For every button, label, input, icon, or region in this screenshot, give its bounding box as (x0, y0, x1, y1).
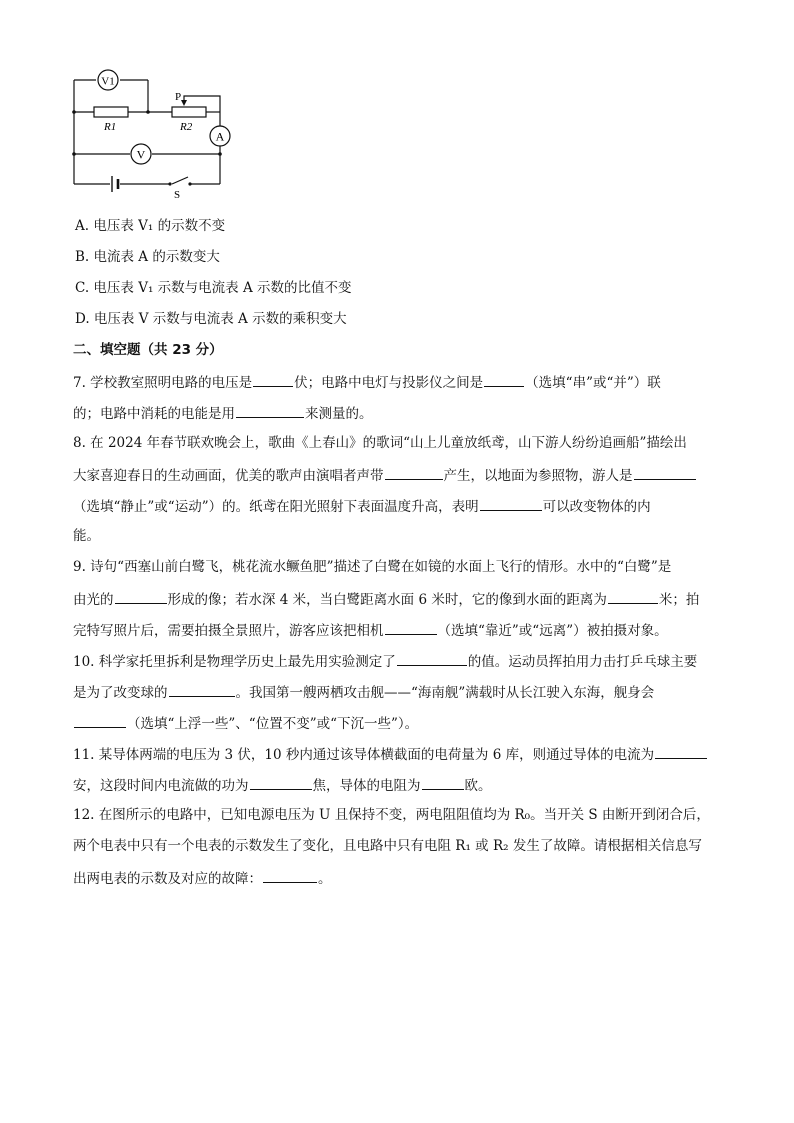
q12-line-3 (73, 868, 332, 888)
label-s: S (174, 189, 181, 201)
answer-blank[interactable] (250, 775, 312, 790)
q8-line-3 (73, 496, 651, 516)
resistor-r1 (94, 107, 128, 117)
q9-text-2c: 米；拍 (658, 592, 700, 608)
q10-line-1 (73, 651, 697, 671)
q11-text-2c: 欧。 (464, 778, 492, 794)
q7-text-1b: 伏；电路中电灯与投影仪之间是 (294, 375, 484, 391)
ammeter-a-label: A (215, 129, 225, 144)
q7-text-2a: 的；电路中消耗的电能是用 (73, 406, 235, 422)
q7-text-1a: 7. 学校教室照明电路的电压是 (73, 375, 253, 391)
answer-blank[interactable] (608, 589, 658, 604)
q9-line-1: 9. 诗句“西塞山前白鹭飞，桃花流水鳜鱼肥”描述了白鹭在如镜的水面上飞行的情形。水中的“白鹭”是 (73, 559, 672, 575)
q10-text-1a: 10. 科学家托里拆利是物理学历史上最先用实验测定了 (73, 654, 396, 670)
q8-line-1: 8. 在 2024 年春节联欢晚会上，歌曲《上春山》的歌词“山上儿童放纸鸢，山下游人纷纷追画船”描绘出 (73, 435, 687, 451)
slider-arrow-icon (181, 100, 187, 106)
q7-text-2b: 来测量的。 (305, 406, 373, 422)
q11-text-2b: 焦，导体的电阻为 (312, 778, 421, 794)
junction-dot (146, 110, 150, 114)
answer-blank[interactable] (484, 372, 524, 387)
label-r1: R1 (104, 121, 117, 133)
answer-blank[interactable] (74, 713, 126, 728)
q9-text-2b: 形成的像；若水深 4 米，当白鹭距离水面 6 米时，它的像到水面的距离为 (167, 592, 607, 608)
q8-text-2b: 产生，以地面为参照物，游人是 (443, 468, 633, 484)
q8-text-3b: 可以改变物体的内 (542, 499, 651, 515)
q11-text-1a: 11. 某导体两端的电压为 3 伏，10 秒内通过该导体横截面的电荷量为 6 库，则通过导体的电流为 (73, 747, 655, 763)
answer-blank[interactable] (263, 868, 317, 883)
answer-blank[interactable] (655, 744, 707, 759)
q8-line-4: 能。 (73, 528, 100, 544)
option-b: B. 电流表 A 的示数变大 (75, 249, 220, 265)
q11-text-2a: 安，这段时间内电流做的功为 (73, 778, 249, 794)
junction-dot (72, 152, 76, 156)
junction-dot (72, 110, 76, 114)
answer-blank[interactable] (236, 403, 304, 418)
q9-line-2 (73, 589, 699, 609)
switch-lever (172, 177, 188, 184)
switch-contact-right (188, 182, 191, 185)
q10-line-2 (73, 682, 654, 702)
option-d: D. 电压表 V 示数与电流表 A 示数的乘积变大 (75, 311, 347, 327)
q9-text-3b: （选填“靠近”或“远离”）被拍摄对象。 (437, 623, 668, 639)
circuit-diagram (62, 66, 232, 202)
q10-text-2a: 是为了改变球的 (73, 685, 168, 701)
answer-blank[interactable] (480, 496, 542, 511)
q7-line-2 (73, 403, 373, 423)
label-r2: R2 (180, 121, 193, 133)
q12-text-3a: 出两电表的示数及对应的故障： (73, 871, 262, 887)
switch-contact-left (168, 182, 171, 185)
q12-line-2: 两个电表中只有一个电表的示数发生了变化，且电路中只有电阻 R₁ 或 R₂ 发生了故障。请根据相关信息写 (73, 838, 702, 854)
q8-text-2a: 大家喜迎春日的生动画面，优美的歌声由演唱者声带 (73, 468, 384, 484)
q10-text-1b: 的值。运动员挥拍用力击打乒乓球主要 (467, 654, 698, 670)
q8-text-3a: （选填“静止”或“运动”）的。纸鸢在阳光照射下表面温度升高，表明 (73, 499, 479, 515)
voltmeter-v1-label: V1 (101, 75, 115, 88)
junction-dot (218, 152, 222, 156)
answer-blank[interactable] (634, 465, 696, 480)
answer-blank[interactable] (385, 465, 443, 480)
q10-text-2b: 。我国第一艘两栖攻击舰——“海南舰”满载时从长江驶入东海，舰身会 (235, 685, 655, 701)
answer-blank[interactable] (397, 651, 467, 666)
label-p: P (175, 91, 182, 103)
voltmeter-v-label: V (136, 147, 146, 162)
q10-line-3 (73, 713, 418, 733)
q7-text-1c: （选填“串”或“并”）联 (525, 375, 661, 391)
q11-line-2 (73, 775, 492, 795)
q9-text-2a: 由光的 (73, 592, 114, 608)
q9-line-3 (73, 620, 668, 640)
q10-text-3: （选填“上浮一些”、“位置不变”或“下沉一些”）。 (127, 716, 419, 732)
q12-line-1: 12. 在图所示的电路中，已知电源电压为 U 且保持不变，两电阻阻值均为 R₀。当开关 S 由断开到闭合后， (73, 807, 710, 823)
answer-blank[interactable] (169, 682, 235, 697)
q12-text-3b: 。 (318, 871, 332, 887)
option-a: A. 电压表 V₁ 的示数不变 (75, 218, 226, 234)
resistor-r2 (172, 107, 206, 117)
q9-text-3a: 完特写照片后，需要拍摄全景照片，游客应该把相机 (73, 623, 384, 639)
option-c: C. 电压表 V₁ 示数与电流表 A 示数的比值不变 (75, 280, 352, 296)
answer-blank[interactable] (385, 620, 437, 635)
section-heading: 二、填空题（共 23 分） (73, 342, 223, 358)
q7-line-1 (73, 372, 661, 392)
q11-line-1 (73, 744, 708, 764)
answer-blank[interactable] (422, 775, 464, 790)
q8-line-2 (73, 465, 697, 485)
answer-blank[interactable] (253, 372, 293, 387)
answer-blank[interactable] (115, 589, 167, 604)
